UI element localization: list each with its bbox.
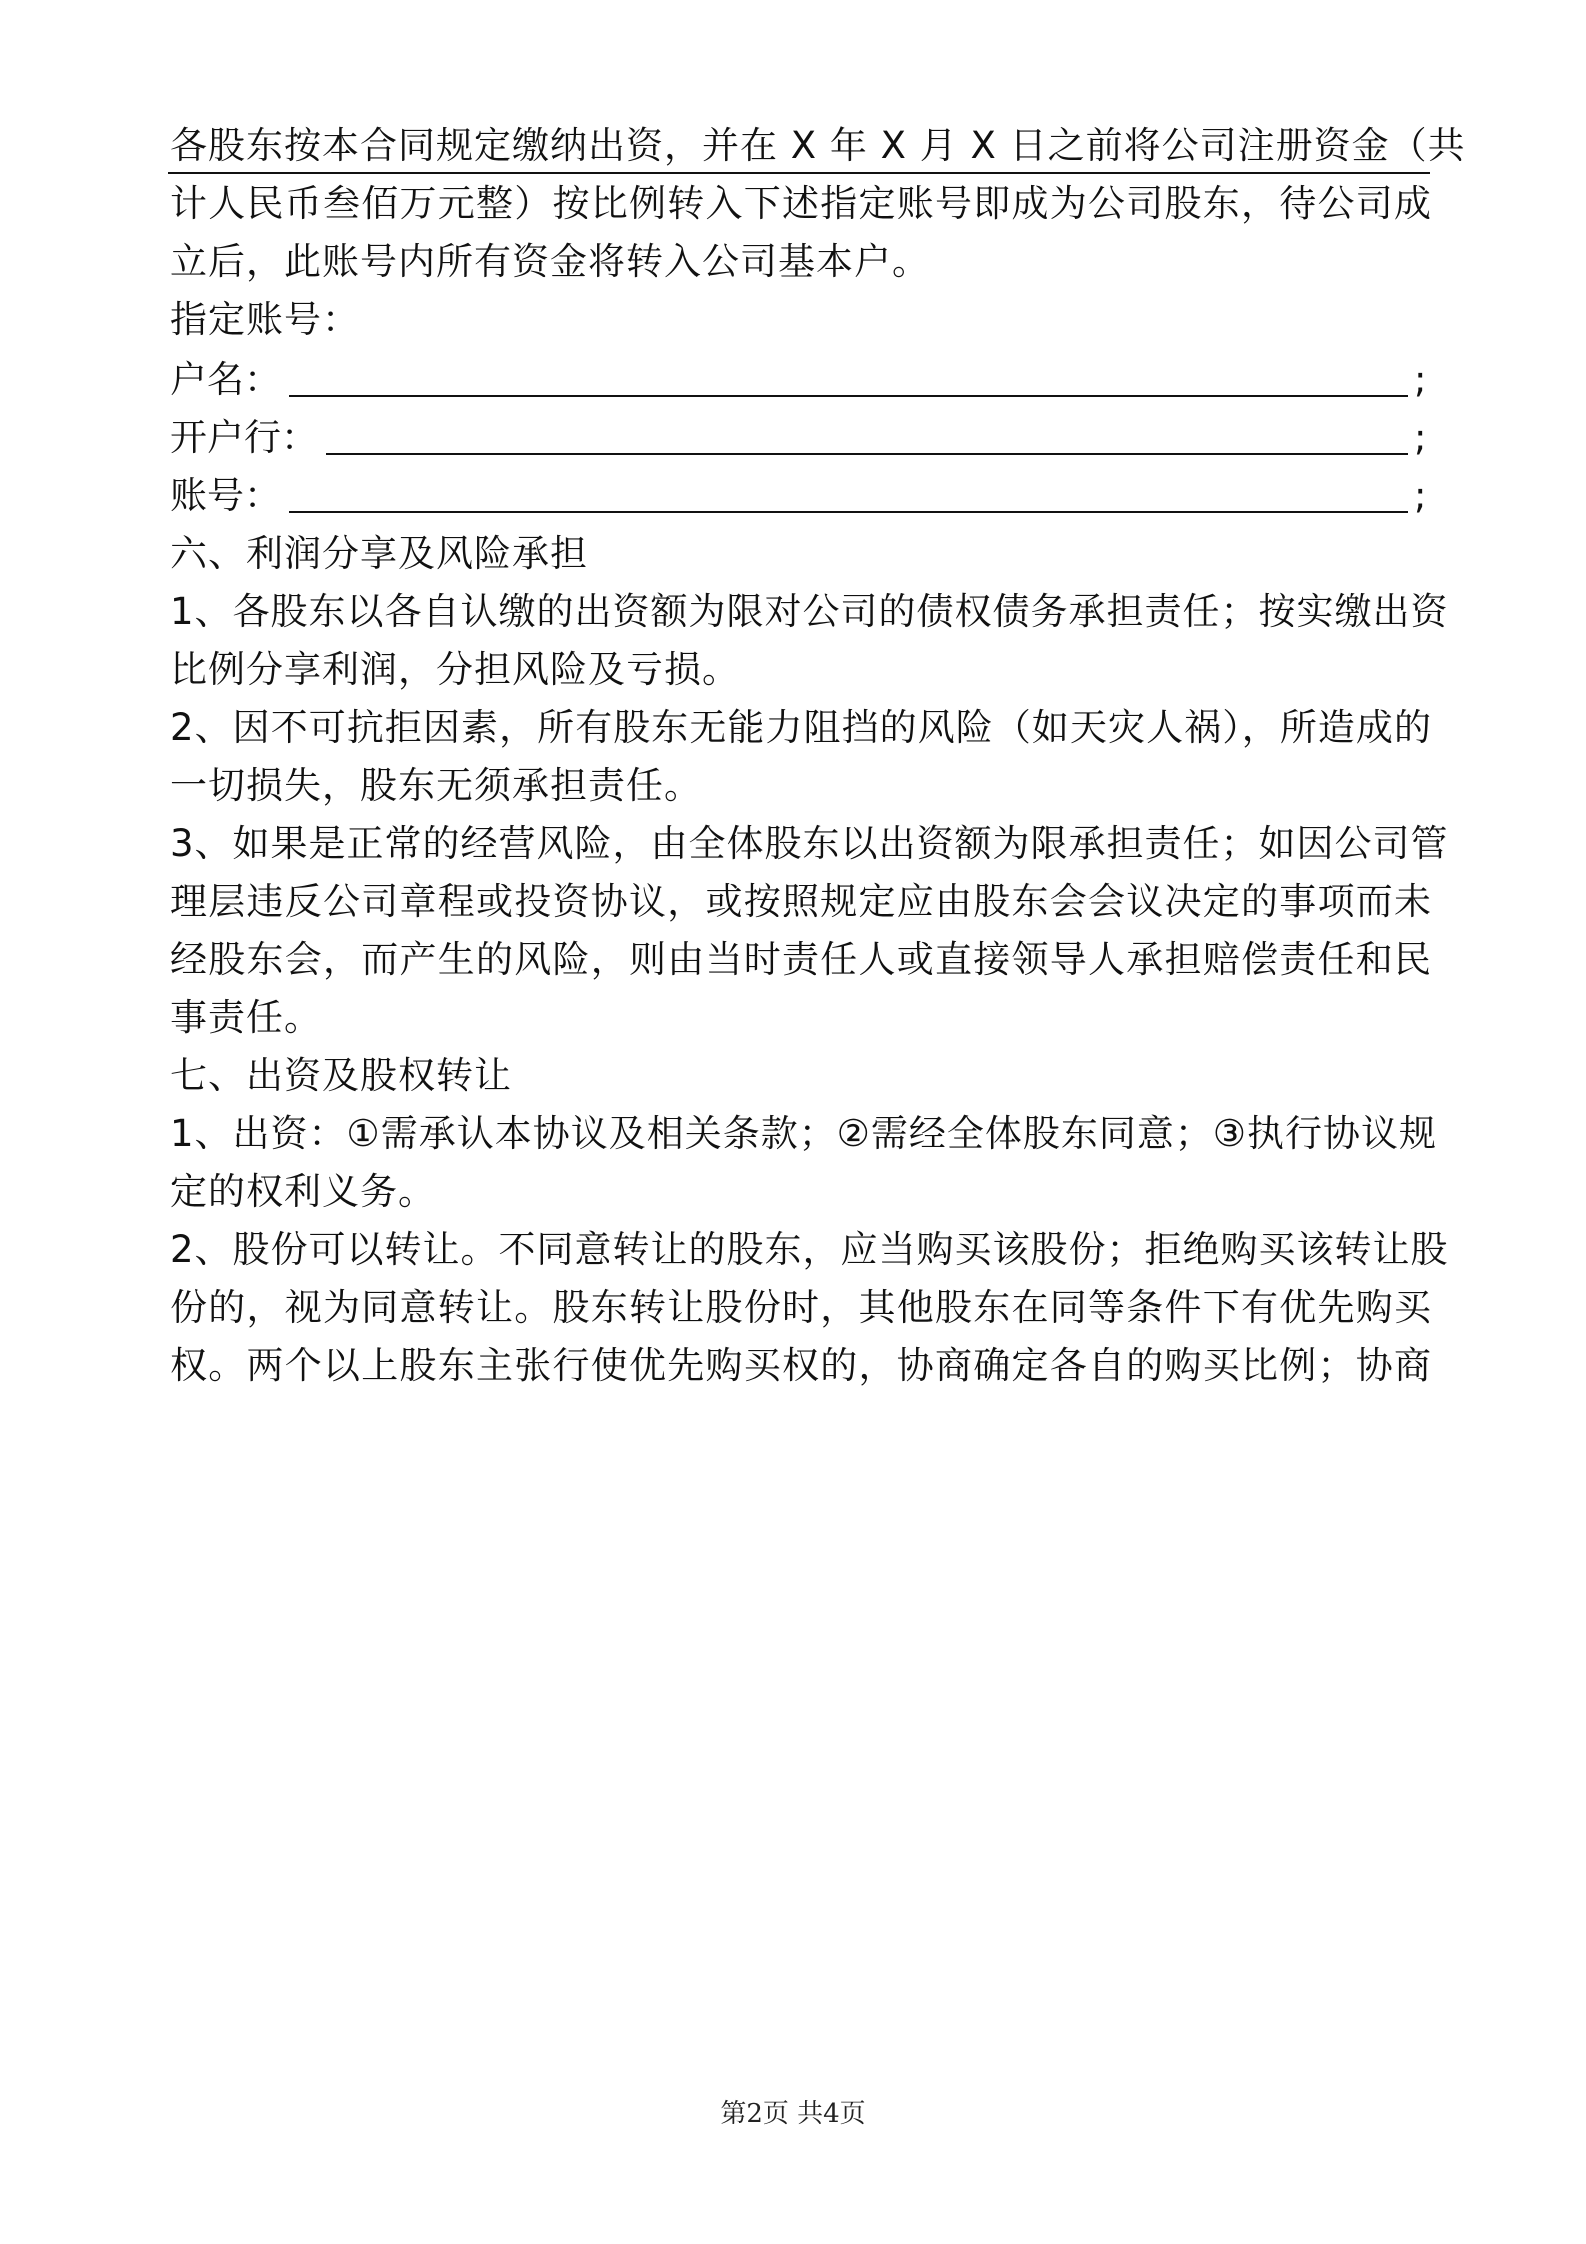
clause-line: 比例分享利润，分担风险及亏损。 — [170, 648, 740, 691]
fill-in-blank — [289, 395, 1408, 397]
account-number-field — [170, 472, 1432, 520]
account-name-field — [170, 356, 1432, 404]
bank-branch-field — [170, 414, 1432, 462]
field-terminator: ; — [1414, 474, 1427, 517]
clause-line: 一切损失，股东无须承担责任。 — [170, 764, 702, 807]
paragraph-line: 计人民币叁佰万元整）按比例转入下述指定账号即成为公司股东，待公司成 — [170, 182, 1432, 225]
paragraph-line: 各股东按本合同规定缴纳出资，并在 X 年 X 月 X 日之前将公司注册资金（共 — [170, 124, 1466, 167]
clause-line: 1、出资：①需承认本协议及相关条款；②需经全体股东同意；③执行协议规 — [170, 1112, 1438, 1155]
field-label: 户名： — [170, 358, 281, 401]
clause-line: 定的权利义务。 — [170, 1170, 436, 1213]
clause-line: 权。两个以上股东主张行使优先购买权的，协商确定各自的购买比例；协商 — [170, 1344, 1432, 1387]
fill-in-blank — [326, 453, 1408, 455]
fill-in-blank — [289, 511, 1408, 513]
clause-line: 2、因不可抗拒因素，所有股东无能力阻挡的风险（如天灾人祸），所造成的 — [170, 706, 1432, 749]
page-number: 第2页 共4页 — [720, 2099, 866, 2129]
field-label: 账号： — [170, 474, 281, 517]
section-heading: 六、利润分享及风险承担 — [170, 532, 588, 575]
section-heading: 七、出资及股权转让 — [170, 1054, 512, 1097]
designated-account-heading: 指定账号： — [170, 298, 360, 341]
clause-line: 2、股份可以转让。不同意转让的股东，应当购买该股份；拒绝购买该转让股 — [170, 1228, 1449, 1271]
header-rule — [168, 172, 1430, 174]
field-label: 开户行： — [170, 416, 318, 459]
clause-line: 经股东会，而产生的风险，则由当时责任人或直接领导人承担赔偿责任和民 — [170, 938, 1432, 981]
clause-line: 份的，视为同意转让。股东转让股份时，其他股东在同等条件下有优先购买 — [170, 1286, 1432, 1329]
clause-line: 3、如果是正常的经营风险，由全体股东以出资额为限承担责任；如因公司管 — [170, 822, 1449, 865]
field-terminator: ; — [1414, 416, 1427, 459]
clause-line: 事责任。 — [170, 996, 322, 1039]
clause-line: 1、各股东以各自认缴的出资额为限对公司的债权债务承担责任；按实缴出资 — [170, 590, 1449, 633]
paragraph-line: 立后，此账号内所有资金将转入公司基本户。 — [170, 240, 930, 283]
field-terminator: ; — [1414, 358, 1427, 401]
clause-line: 理层违反公司章程或投资协议，或按照规定应由股东会会议决定的事项而未 — [170, 880, 1432, 923]
